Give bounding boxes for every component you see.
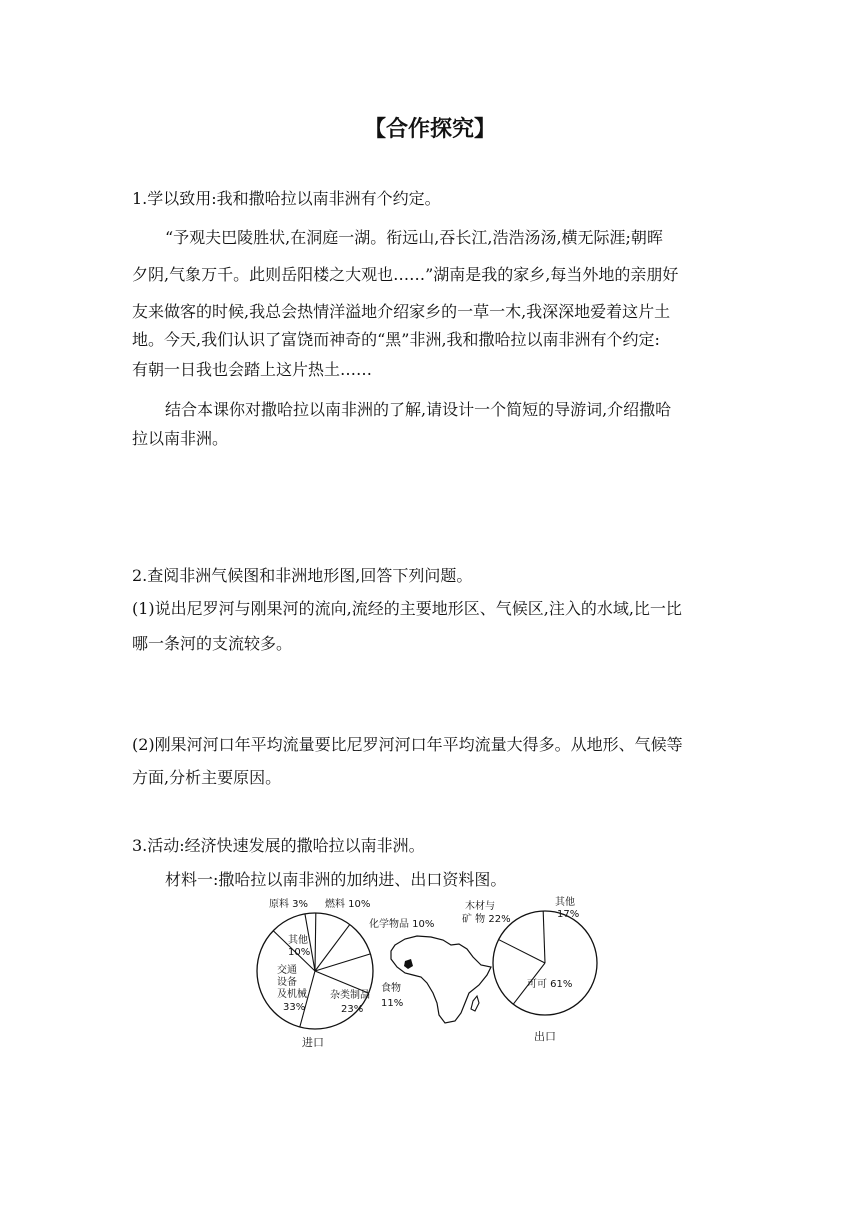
slice-label-other-pct: 10%	[288, 947, 311, 958]
q2-heading: 2.查阅非洲气候图和非洲地形图,回答下列问题。	[132, 566, 473, 585]
slice-label-fuel: 燃料 10%	[325, 899, 371, 910]
slice-label-export-other-pct: 17%	[557, 909, 580, 920]
slice-label-other: 其他	[288, 935, 308, 946]
slice-label-timber-minerals: 木材与	[465, 901, 495, 912]
q1-heading: 1.学以致用:我和撒哈拉以南非洲有个约定。	[132, 189, 441, 208]
q2-sub2-line: (2)刚果河河口年平均流量要比尼罗河河口年平均流量大得多。从地形、气候等	[132, 735, 683, 754]
madagascar-map-icon	[471, 996, 479, 1011]
slice-label-transport: 交通	[277, 965, 297, 976]
slice-label-transport: 及机械	[277, 989, 307, 1000]
q1-paragraph-line: 友来做客的时候,我总会热情洋溢地介绍家乡的一草一木,我深深地爱着这片土	[132, 302, 671, 321]
q2-sub2-line: 方面,分析主要原因。	[132, 768, 282, 787]
slice-label-food: 食物	[381, 983, 401, 994]
slice-label-food-pct: 11%	[381, 998, 404, 1009]
slice-label-raw-materials: 原料 3%	[269, 899, 309, 910]
export-pie-chart	[493, 911, 597, 1015]
q1-task-line: 拉以南非洲。	[132, 429, 229, 448]
ghana-highlight	[404, 959, 413, 969]
slice-label-misc-goods: 杂类制品	[330, 990, 370, 1001]
q1-task-line: 结合本课你对撒哈拉以南非洲的了解,请设计一个简短的导游词,介绍撒哈	[165, 400, 672, 419]
q1-paragraph-line: “予观夫巴陵胜状,在洞庭一湖。衔远山,吞长江,浩浩汤汤,横无际涯;朝晖	[165, 228, 663, 247]
slice-label-misc-goods-pct: 23%	[341, 1004, 364, 1015]
q3-material: 材料一:撒哈拉以南非洲的加纳进、出口资料图。	[165, 870, 507, 889]
q3-heading: 3.活动:经济快速发展的撒哈拉以南非洲。	[132, 836, 425, 855]
q2-sub1-line: (1)说出尼罗河与刚果河的流向,流经的主要地形区、气候区,注入的水域,比一比	[132, 599, 682, 618]
slice-label-chemicals: 化学物品 10%	[369, 919, 435, 930]
q2-sub1-line: 哪一条河的支流较多。	[132, 634, 293, 653]
q1-paragraph-line: 地。今天,我们认识了富饶而神奇的“黑”非洲,我和撒哈拉以南非洲有个约定:	[132, 330, 660, 349]
trade-figure	[255, 893, 605, 1053]
page-title: 【合作探究】	[363, 117, 496, 142]
q1-paragraph-line: 有朝一日我也会踏上这片热土……	[132, 360, 373, 379]
slice-label-transport-pct: 33%	[283, 1002, 306, 1013]
slice-label-cocoa: 可可 61%	[527, 979, 573, 990]
slice-label-transport: 设备	[277, 977, 297, 988]
q1-paragraph-line: 夕阴,气象万千。此则岳阳楼之大观也……”湖南是我的家乡,每当外地的亲朋好	[132, 265, 679, 284]
export-title: 出口	[534, 1030, 556, 1043]
slice-label-export-other: 其他	[555, 897, 575, 908]
import-title: 进口	[302, 1036, 324, 1049]
slice-label-timber-minerals: 矿 物 22%	[462, 914, 511, 925]
